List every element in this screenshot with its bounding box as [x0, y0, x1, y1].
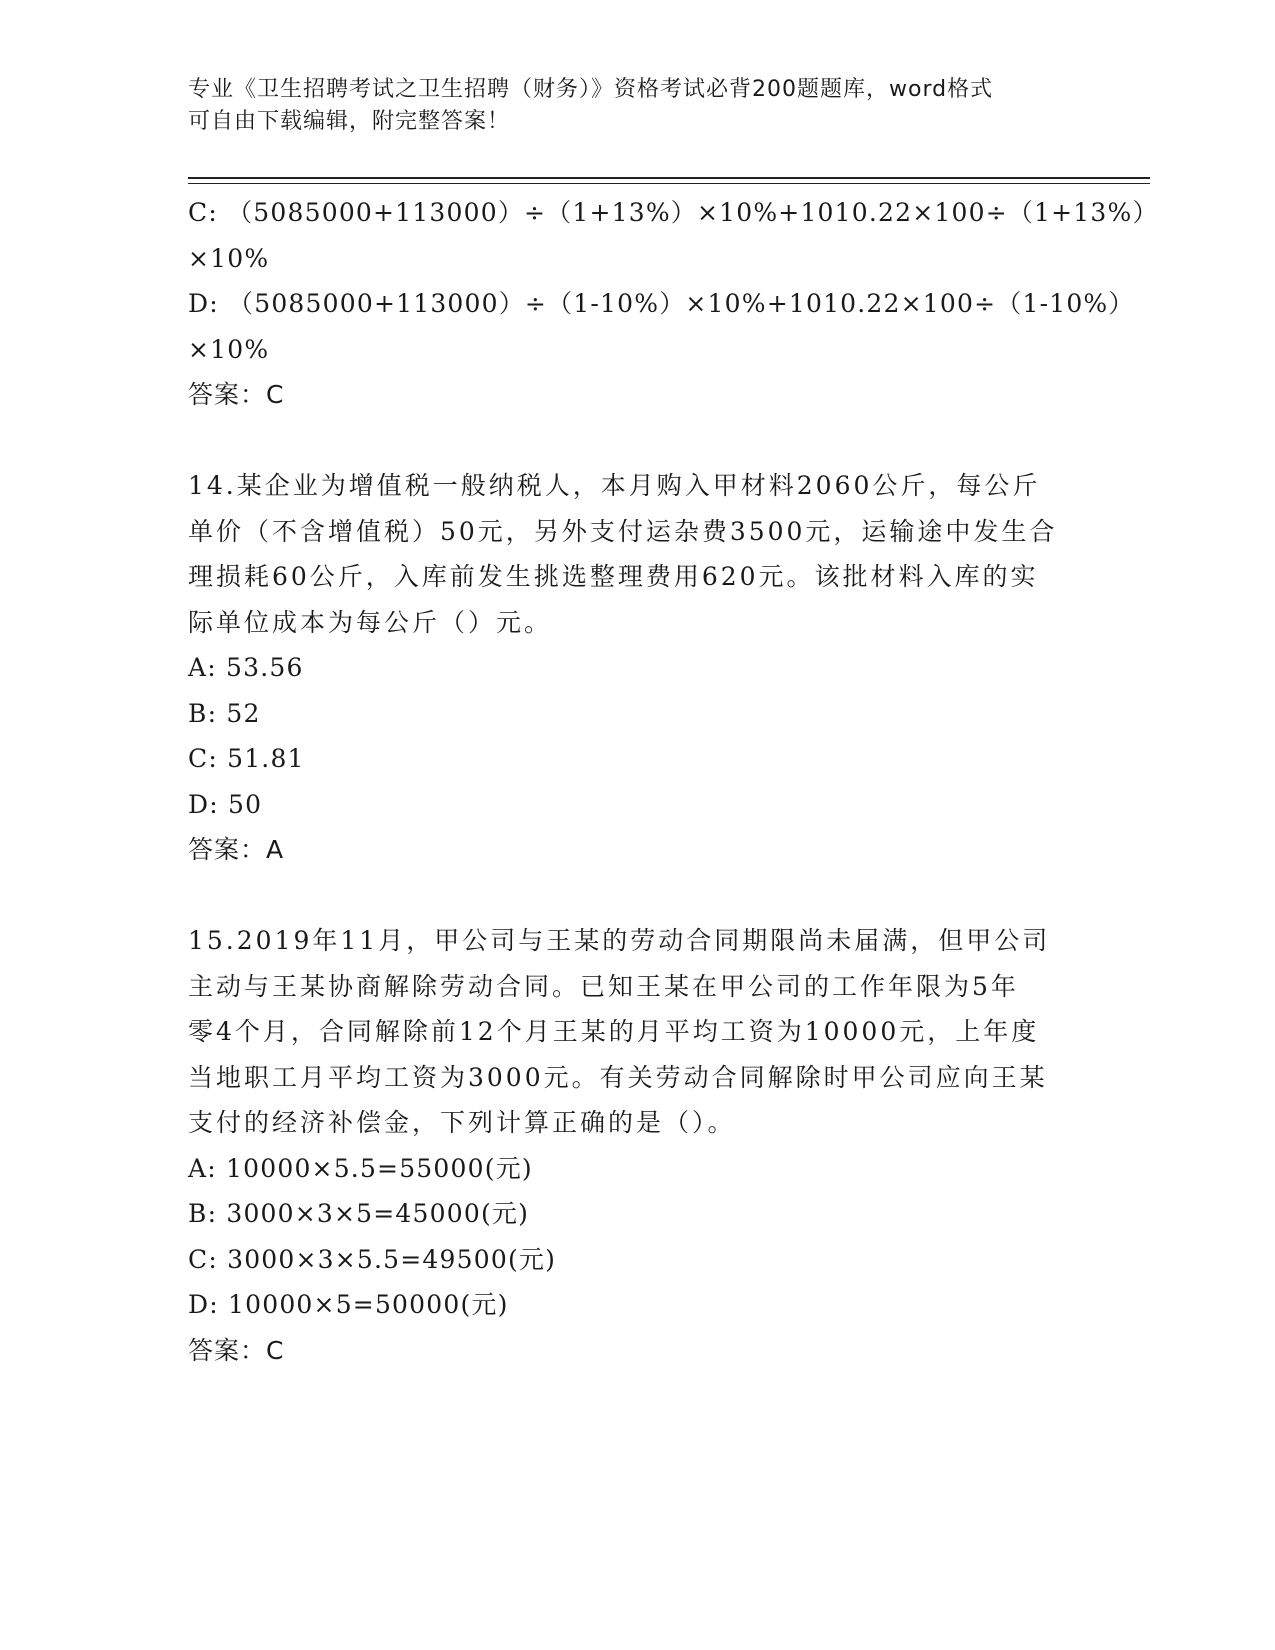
q15-text-line5: 支付的经济补偿金，下列计算正确的是（）。 — [188, 1108, 736, 1137]
q14-text-line3: 理损耗60公斤，入库前发生挑选整理费用620元。该批材料入库的实 — [188, 562, 1039, 591]
q14-text-line1: 14.某企业为增值税一般纳税人，本月购入甲材料2060公斤，每公斤 — [188, 471, 1041, 500]
q14-text-line2: 单价（不含增值税）50元，另外支付运杂费3500元，运输途中发生合 — [188, 516, 1058, 546]
question-14 — [188, 463, 1088, 873]
header-rule-thin — [188, 183, 1150, 184]
q15-text-line4: 当地职工月平均工资为3000元。有关劳动合同解除时甲公司应向王某 — [188, 1062, 1048, 1092]
spacer — [188, 873, 1088, 919]
q13-answer: 答案：C — [188, 380, 285, 409]
q15-option-b: B: 3000×3×5=45000(元) — [188, 1199, 530, 1228]
q15-option-d: D: 10000×5=50000(元) — [188, 1290, 509, 1319]
q15-option-a: A: 10000×5.5=55000(元) — [188, 1153, 533, 1183]
q14-text-line4: 际单位成本为每公斤（）元。 — [188, 607, 553, 637]
q15-text-line2: 主动与王某协商解除劳动合同。已知王某在甲公司的工作年限为5年 — [188, 971, 1019, 1001]
q15-text-line3: 零4个月，合同解除前12个月王某的月平均工资为10000元，上年度 — [188, 1017, 1040, 1046]
spacer — [188, 418, 1088, 464]
q13-option-d-line1: D: （5085000+113000）÷（1-10%）×10%+1010.22×100÷（1-10%） — [188, 289, 1135, 318]
header-rule-thick — [188, 177, 1150, 179]
q15-text-line1: 15.2019年11月，甲公司与王某的劳动合同期限尚未届满，但甲公司 — [188, 926, 1051, 955]
q13-option-c-line1: C: （5085000+113000）÷（1+13%）×10%+1010.22×100÷（1+13%） — [188, 198, 1159, 227]
q13-option-d-line2: ×10% — [188, 334, 270, 364]
q15-option-c: C: 3000×3×5.5=49500(元) — [188, 1244, 557, 1274]
q14-option-c: C: 51.81 — [188, 744, 305, 773]
header-line-1: 专业《卫生招聘考试之卫生招聘（财务）》资格考试必背200题题库，word格式 — [188, 77, 994, 102]
question-15 — [188, 918, 1088, 1373]
document-body — [188, 190, 1159, 1373]
header-line-2: 可自由下载编辑，附完整答案！ — [188, 109, 511, 134]
question-13 — [188, 190, 1159, 418]
q14-option-a: A: 53.56 — [188, 653, 304, 682]
q14-option-d: D: 50 — [188, 789, 263, 819]
q15-answer: 答案：C — [188, 1335, 285, 1365]
q13-option-c-line2: ×10% — [188, 243, 270, 273]
q14-answer: 答案：A — [188, 835, 285, 864]
document-header — [188, 74, 1068, 138]
q14-option-b: B: 52 — [188, 698, 261, 728]
